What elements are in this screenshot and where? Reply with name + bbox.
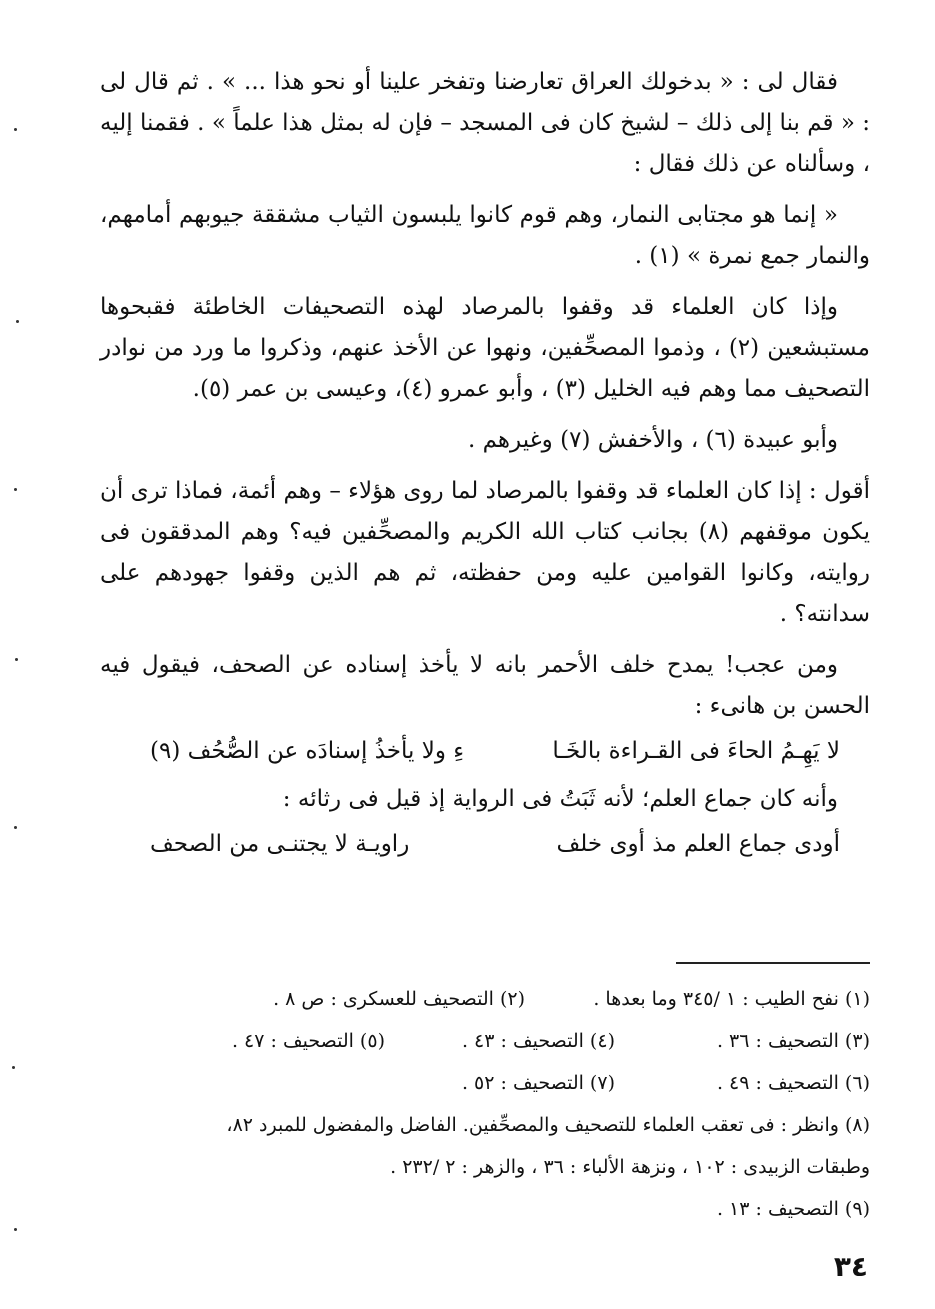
footnote-3: (٣) التصحيف : ٣٦ .	[716, 1030, 870, 1052]
verse-1	[150, 729, 840, 773]
footnote-5: (٥) التصحيف : ٤٧ .	[231, 1030, 385, 1052]
verse-2-second-hemistich: راويـة لا يجتنـى من الصحف	[150, 831, 410, 857]
footnote-8-line-1: (٨) وانظر : فى تعقب العلماء للتصحيف والمصحِّفين. الفاضل والمفضول للمبرد ٨٢،	[226, 1114, 870, 1136]
scan-speck	[14, 1228, 17, 1231]
scan-speck	[14, 488, 17, 491]
footnote-7: (٧) التصحيف : ٥٢ .	[461, 1072, 615, 1094]
scan-speck	[15, 658, 18, 661]
footnotes	[100, 978, 870, 1230]
verse-1-second-hemistich: ءِ ولا يأخذُ إسنادَه عن الصُّحُف (٩)	[150, 738, 465, 764]
paragraph-2: « إنما هو مجتابى النمار، وهم قوم كانوا يلبسون الثياب مشققة جيوبهم أمامهم، والنمار جمع نمرة » (١) .	[100, 202, 870, 269]
page-number: ٣٤	[833, 1250, 868, 1283]
main-text	[100, 62, 870, 872]
footnote-separator	[676, 962, 870, 964]
scan-speck	[12, 1066, 15, 1069]
footnote-row-1	[100, 978, 870, 1020]
verse-1-first-hemistich: لا يَهِـمُ الحاءَ فى القـراءة بالخَـا	[552, 738, 840, 764]
verse-2	[150, 822, 840, 866]
paragraph-4: وأبو عبيدة (٦) ، والأخفش (٧) وغيرهم .	[467, 427, 838, 453]
paragraph-7: وأنه كان جماع العلم؛ لأنه ثَبَتُ فى الرواية إذ قيل فى رثائه :	[282, 786, 838, 812]
footnote-9: (٩) التصحيف : ١٣ .	[716, 1198, 870, 1220]
footnote-row-2	[100, 1020, 870, 1062]
paragraph-5: أقول : إذا كان العلماء قد وقفوا بالمرصاد لما روى هؤلاء – وهم أئمة، فماذا ترى أن يكون موقفهم (٨) بجانب كتاب الله الكريم والمصحِّفين فيه؟ وهم المدققون فى روايته، وكانوا القوامين عليه ومن حفظته، ثم هم الذين وقفوا جهودهم على سدانته؟ .	[100, 478, 871, 627]
paragraph-6: ومن عجب! يمدح خلف الأحمر بانه لا يأخذ إسناده عن الصحف، فيقول فيه الحسن بن هانىء :	[100, 652, 870, 719]
verse-2-first-hemistich: أودى جماع العلم مذ أوى خلف	[556, 831, 840, 857]
footnote-4: (٤) التصحيف : ٤٣ .	[461, 1030, 615, 1052]
footnote-2: (٢) التصحيف للعسكرى : ص ٨ .	[273, 988, 525, 1010]
scan-speck	[14, 826, 17, 829]
paragraph-3: وإذا كان العلماء قد وقفوا بالمرصاد لهذه التصحيفات الخاطئة فقبحوها مستبشعين (٢) ، وذموا المصحِّفين، ونهوا عن الأخذ عنهم، وذكروا ما ورد من نوادر التصحيف مما وهم فيه الخليل (٣) ، وأبو عمرو (٤)، وعيسى بن عمر (٥).	[100, 294, 870, 402]
footnote-row-3	[100, 1062, 870, 1104]
scan-speck	[16, 320, 19, 323]
footnote-1: (١) نفح الطيب : ١ /٣٤٥ وما بعدها .	[593, 988, 870, 1010]
paragraph-1: فقال لى : « بدخولك العراق تعارضنا وتفخر علينا أو نحو هذا ... » . ثم قال لى : « قم بنا إلى ذلك – لشيخ كان فى المسجد – فإن له بمثل هذا علماً » . فقمنا إليه ، وسألناه عن ذلك فقال :	[100, 69, 870, 177]
footnote-6: (٦) التصحيف : ٤٩ .	[716, 1072, 870, 1094]
footnote-8-line-2: وطبقات الزبيدى : ١٠٢ ، ونزهة الألباء : ٣٦ ، والزهر : ٢ /٢٣٢ .	[390, 1156, 870, 1178]
scan-speck	[14, 128, 17, 131]
